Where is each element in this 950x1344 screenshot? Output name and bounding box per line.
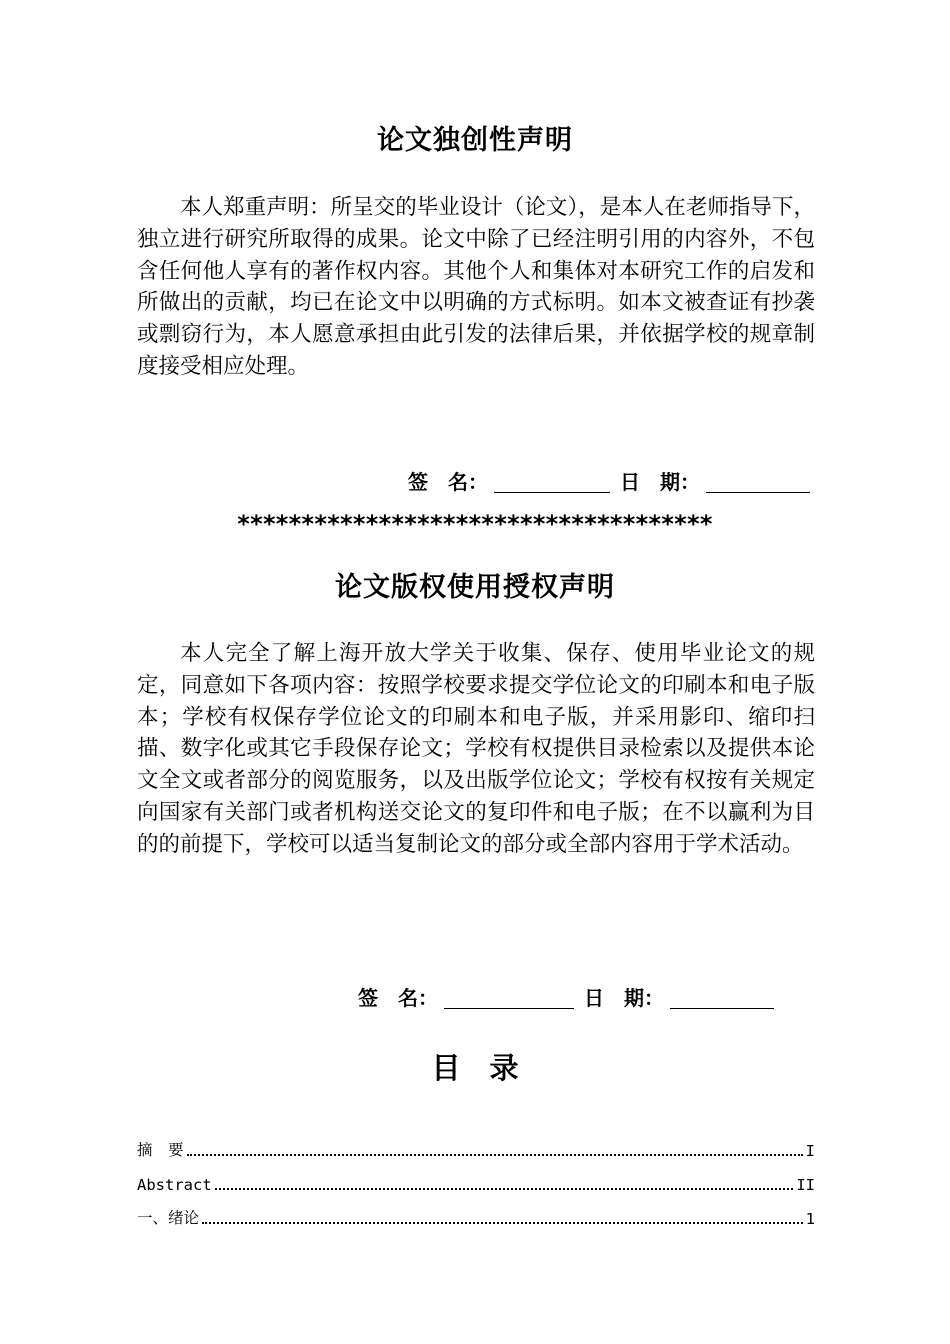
date-label: 日 期：	[584, 986, 664, 1010]
signature-blank	[444, 986, 574, 1009]
signature-label: 签 名：	[408, 470, 488, 494]
toc-entry[interactable]	[137, 1206, 815, 1228]
copyright-body: 本人完全了解上海开放大学关于收集、保存、使用毕业论文的规定，同意如下各项内容：按照学校要求提交学位论文的印刷本和电子版本；学校有权保存学位论文的印刷本和电子版，并采用影印、缩印扫描、数字化或其它手段保存论文；学校有权提供目录检索以及提供本论文全文或者部分的阅览服务，以及出版学位论文；学校有权按有关规定向国家有关部门或者机构送交论文的复印件和电子版；在不以赢利为目的的前提下，学校可以适当复制论文的部分或全部内容用于学术活动。	[137, 641, 815, 857]
date-label: 日 期：	[620, 470, 700, 494]
toc-entry-page: I	[805, 1142, 815, 1160]
section-separator: *************************************	[237, 510, 713, 538]
toc-entry[interactable]	[137, 1172, 815, 1194]
originality-body: 本人郑重声明：所呈交的毕业设计（论文），是本人在老师指导下，独立进行研究所取得的成果。论文中除了已经注明引用的内容外，不包含任何他人享有的著作权内容。其他个人和集体对本研究工作的启发和所做出的贡献，均已在论文中以明确的方式标明。如本文被查证有抄袭或剽窃行为，本人愿意承担由此引发的法律后果，并依据学校的规章制度接受相应处理。	[137, 195, 815, 379]
copyright-title: 论文版权使用授权声明	[335, 572, 615, 603]
toc-leader-dots	[187, 1154, 803, 1156]
toc-entry-text: 一、绪论	[137, 1209, 200, 1227]
toc-entry-page: 1	[805, 1210, 815, 1228]
toc-title: 目 录	[431, 1051, 519, 1085]
copyright-signature-row	[358, 982, 784, 1011]
toc-entry-text: 摘 要	[137, 1141, 184, 1159]
toc-leader-dots	[202, 1222, 803, 1224]
toc-entry-page: II	[796, 1176, 815, 1194]
toc-entry[interactable]	[137, 1138, 815, 1160]
originality-signature-row	[408, 466, 820, 495]
originality-title: 论文独创性声明	[377, 125, 573, 156]
signature-blank	[494, 470, 610, 493]
signature-label: 签 名：	[358, 986, 438, 1010]
date-blank	[670, 986, 774, 1009]
toc-leader-dots	[215, 1188, 794, 1190]
date-blank	[706, 470, 810, 493]
toc-entry-text: Abstract	[137, 1176, 212, 1194]
